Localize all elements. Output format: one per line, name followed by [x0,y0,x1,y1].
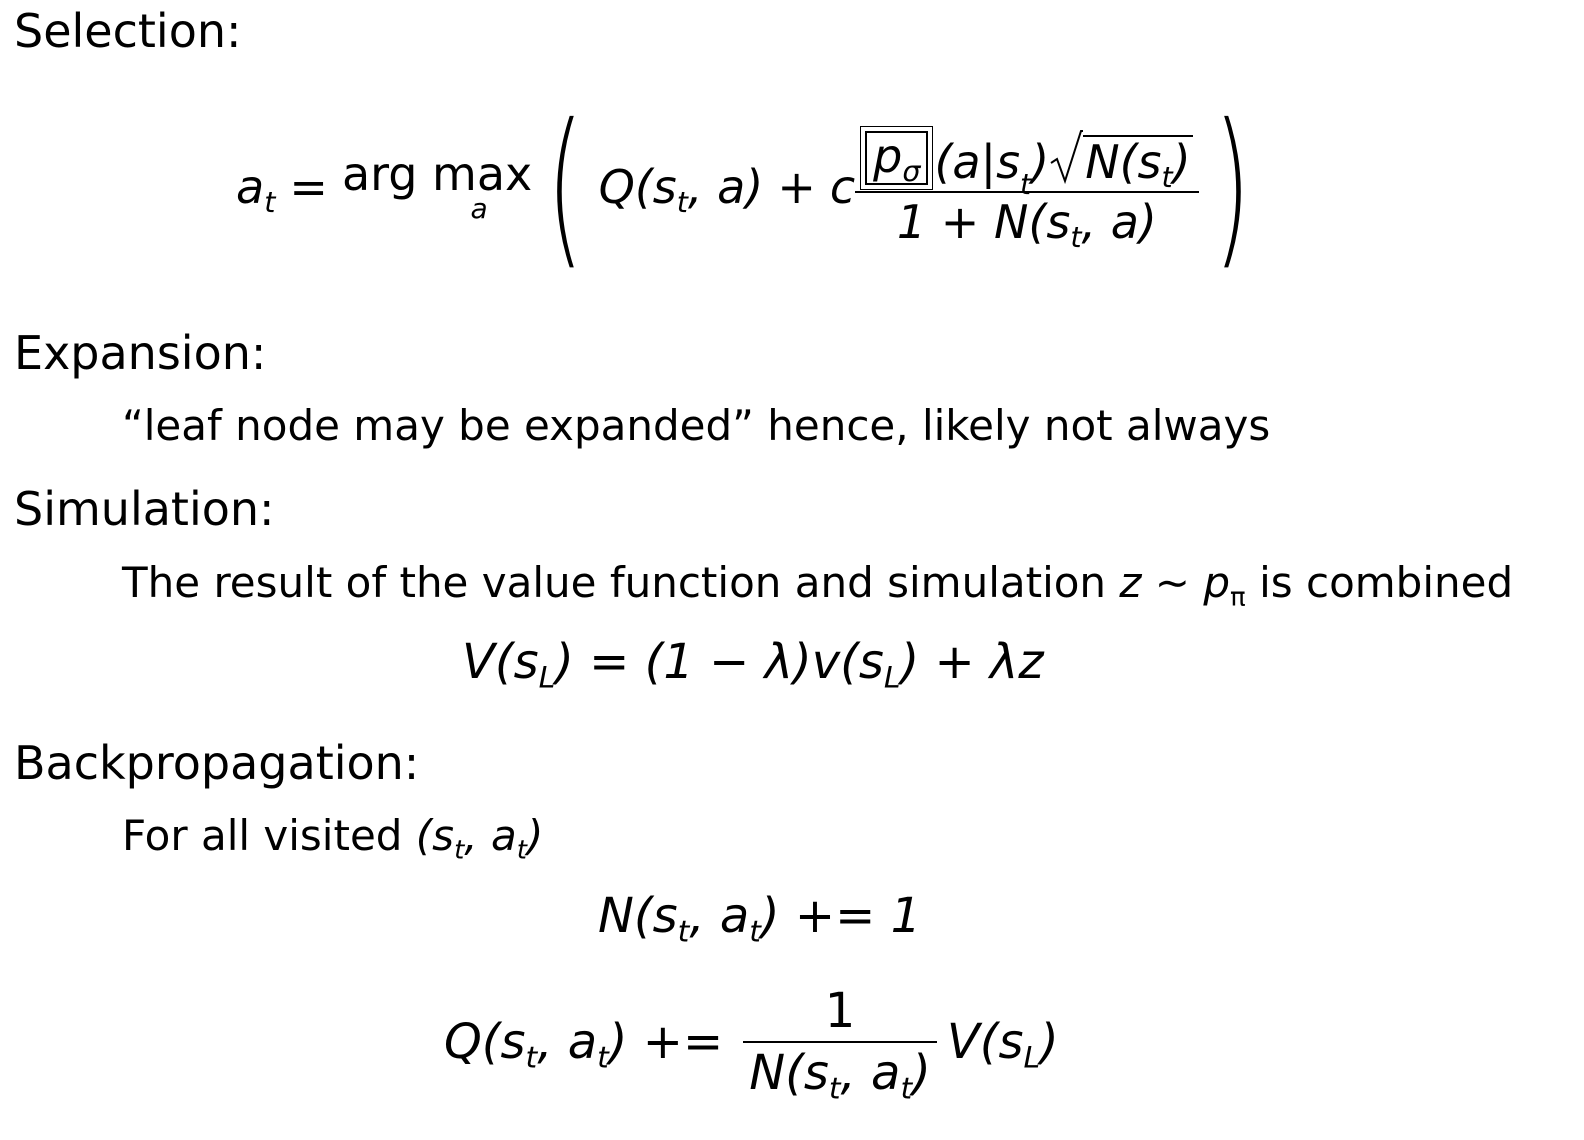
exploration-constant: c [829,160,856,214]
selection-lhs: $a_t$ [236,160,276,220]
expansion-note: “leaf node may be expanded” hence, likely not always [122,401,1271,450]
ucb-numerator: $p_\sigma$ (a|s t ) $N(s_t)$ [855,129,1199,191]
selection-formula [236,88,1265,286]
visit-count-update: $N(s_t$, $a_t) += 1$ [598,888,922,950]
sqrt-term: $N(s_t)$ [1049,129,1192,185]
value-mix-formula: $V(s_L) = (1 - \lambda)v(s_L) + \lambda z$ [462,634,1044,696]
selection-heading: Selection: [14,4,242,58]
sqrt-sign [1049,129,1083,185]
q-term: $Q(s_t$, a) [598,160,764,220]
expansion-heading: Expansion: [14,326,267,380]
simulation-text: The result of the value function and simulation z ∼ $p_\pi$ is combined [122,558,1514,613]
prior-policy-box: $p_\sigma$ [865,131,928,185]
right-big-paren: ) [1213,88,1251,286]
left-big-paren: ( [547,88,584,286]
simulation-heading: Simulation: [14,482,275,536]
q-value-update: $Q(s_t$, $a_t$) += $\frac{1}{N(s_t, a_t)}$ $V(s_L)$ [444,983,1059,1107]
q-update-fraction: $\frac{1}{N(s_t, a_t)}$ [743,987,937,1097]
ucb-fraction [855,129,1199,255]
selection-equals: = [289,160,328,214]
selection-plus: + [777,160,816,214]
argmax-operator: arg max a [341,147,533,225]
backprop-text: For all visited ($s_t$, $a_t$) [122,811,544,866]
backpropagation-heading: Backpropagation: [14,736,420,790]
ucb-denominator: $1 + N(s_t$, a) [855,191,1199,245]
